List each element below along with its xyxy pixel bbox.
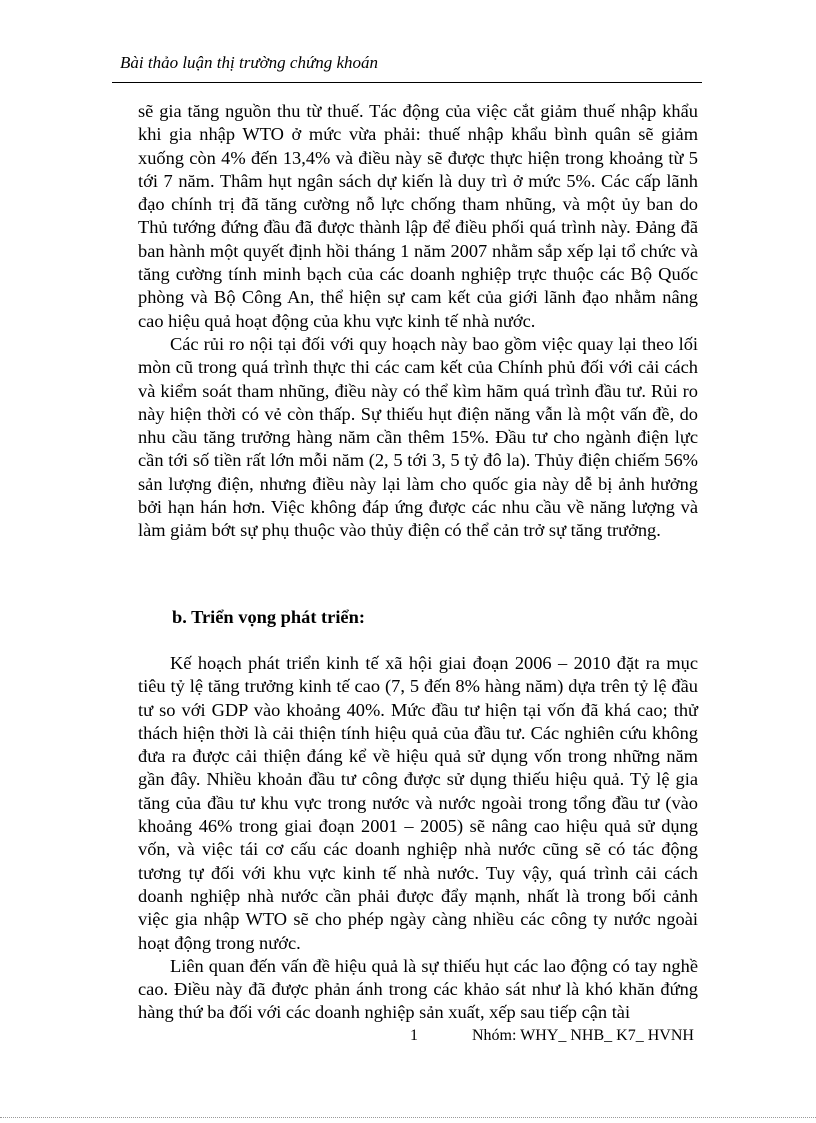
body-text-bottom: [138, 652, 698, 1025]
header-rule: [112, 82, 702, 83]
paragraph-risks: Các rủi ro nội tại đối với quy hoạch này bao gồm việc quay lại theo lối mòn cũ trong quá trình thực thi các cam kết của Chính phủ đối với cải cách và kiểm soát tham nhũng, điều này có thể kìm hãm quá trình đầu tư. Rủi ro này hiện thời có vẻ còn thấp. Sự thiếu hụt điện năng vẫn là một vấn đề, do nhu cầu tăng trưởng hàng năm cần thêm 15%. Đầu tư cho ngành điện lực cần tới số tiền rất lớn mỗi năm (2, 5 tới 3, 5 tỷ đô la). Thủy điện chiếm 56% sản lượng điện, nhưng điều này lại làm cho quốc gia này dễ bị ảnh hưởng bởi hạn hán hơn. Việc không đáp ứng được các nhu cầu về năng lượng và làm giảm bớt sự phụ thuộc vào thủy điện có thể cản trở sự tăng trưởng.: [138, 333, 698, 541]
paragraph-continued: sẽ gia tăng nguồn thu từ thuế. Tác động của việc cắt giảm thuế nhập khẩu khi gia nhập WTO ở mức vừa phải: thuế nhập khẩu bình quân sẽ giảm xuống còn 4% đến 13,4% và điều này sẽ được thực hiện trong khoảng từ 5 tới 7 năm. Thâm hụt ngân sách dự kiến là duy trì ở mức 5%. Các cấp lãnh đạo chính trị đã tăng cường nỗ lực chống tham nhũng, và một ủy ban do Thủ tướng đứng đầu đã được thành lập để điều phối quá trình này. Đảng đã ban hành một quyết định hồi tháng 1 năm 2007 nhằm sắp xếp lại tổ chức và tăng cường tính minh bạch của các doanh nghiệp trực thuộc các Bộ Quốc phòng và Bộ Công An, thể hiện sự cam kết của giới lãnh đạo nhằm nâng cao hiệu quả hoạt động của khu vực kinh tế nhà nước.: [138, 101, 698, 331]
section-heading: b. Triển vọng phát triển:: [172, 607, 365, 627]
page-number: 1: [410, 1027, 418, 1044]
running-header: Bài thảo luận thị trường chứng khoán: [120, 53, 379, 72]
footer-group-name: Nhóm: WHY_ NHB_ K7_ HVNH: [472, 1027, 694, 1044]
page-bottom-divider: [0, 1117, 816, 1118]
paragraph-plan: Kế hoạch phát triển kinh tế xã hội giai đoạn 2006 – 2010 đặt ra mục tiêu tỷ lệ tăng trưởng kinh tế cao (7, 5 đến 8% hàng năm) dựa trên tỷ lệ đầu tư so với GDP vào khoảng 40%. Mức đầu tư hiện tại vốn đã khá cao; thử thách hiện thời là cải thiện tính hiệu quả của đầu tư. Các nghiên cứu không đưa ra được cải thiện đáng kể về hiệu quả sử dụng vốn trong những năm gần đây. Nhiều khoản đầu tư công được sử dụng thiếu hiệu quả. Tỷ lệ gia tăng của đầu tư khu vực trong nước và nước ngoài trong tổng đầu tư (vào khoảng 46% trong giai đoạn 2001 – 2005) sẽ nâng cao hiệu quả sử dụng vốn, và việc tái cơ cấu các doanh nghiệp nhà nước cũng sẽ có tác động tương tự đối với khu vực kinh tế nhà nước. Tuy vậy, quá trình cải cách doanh nghiệp nhà nước cần phải được đẩy mạnh, nhất là trong bối cảnh việc gia nhập WTO sẽ cho phép ngày càng nhiều các công ty nước ngoài hoạt động trong nước.: [138, 653, 698, 953]
body-text-top: [138, 100, 698, 543]
paragraph-labor: Liên quan đến vấn đề hiệu quả là sự thiếu hụt các lao động có tay nghề cao. Điều này đã được phản ánh trong các khảo sát như là khó khăn đứng hàng thứ ba đối với các doanh nghiệp sản xuất, xếp sau tiếp cận tài: [138, 955, 698, 1023]
